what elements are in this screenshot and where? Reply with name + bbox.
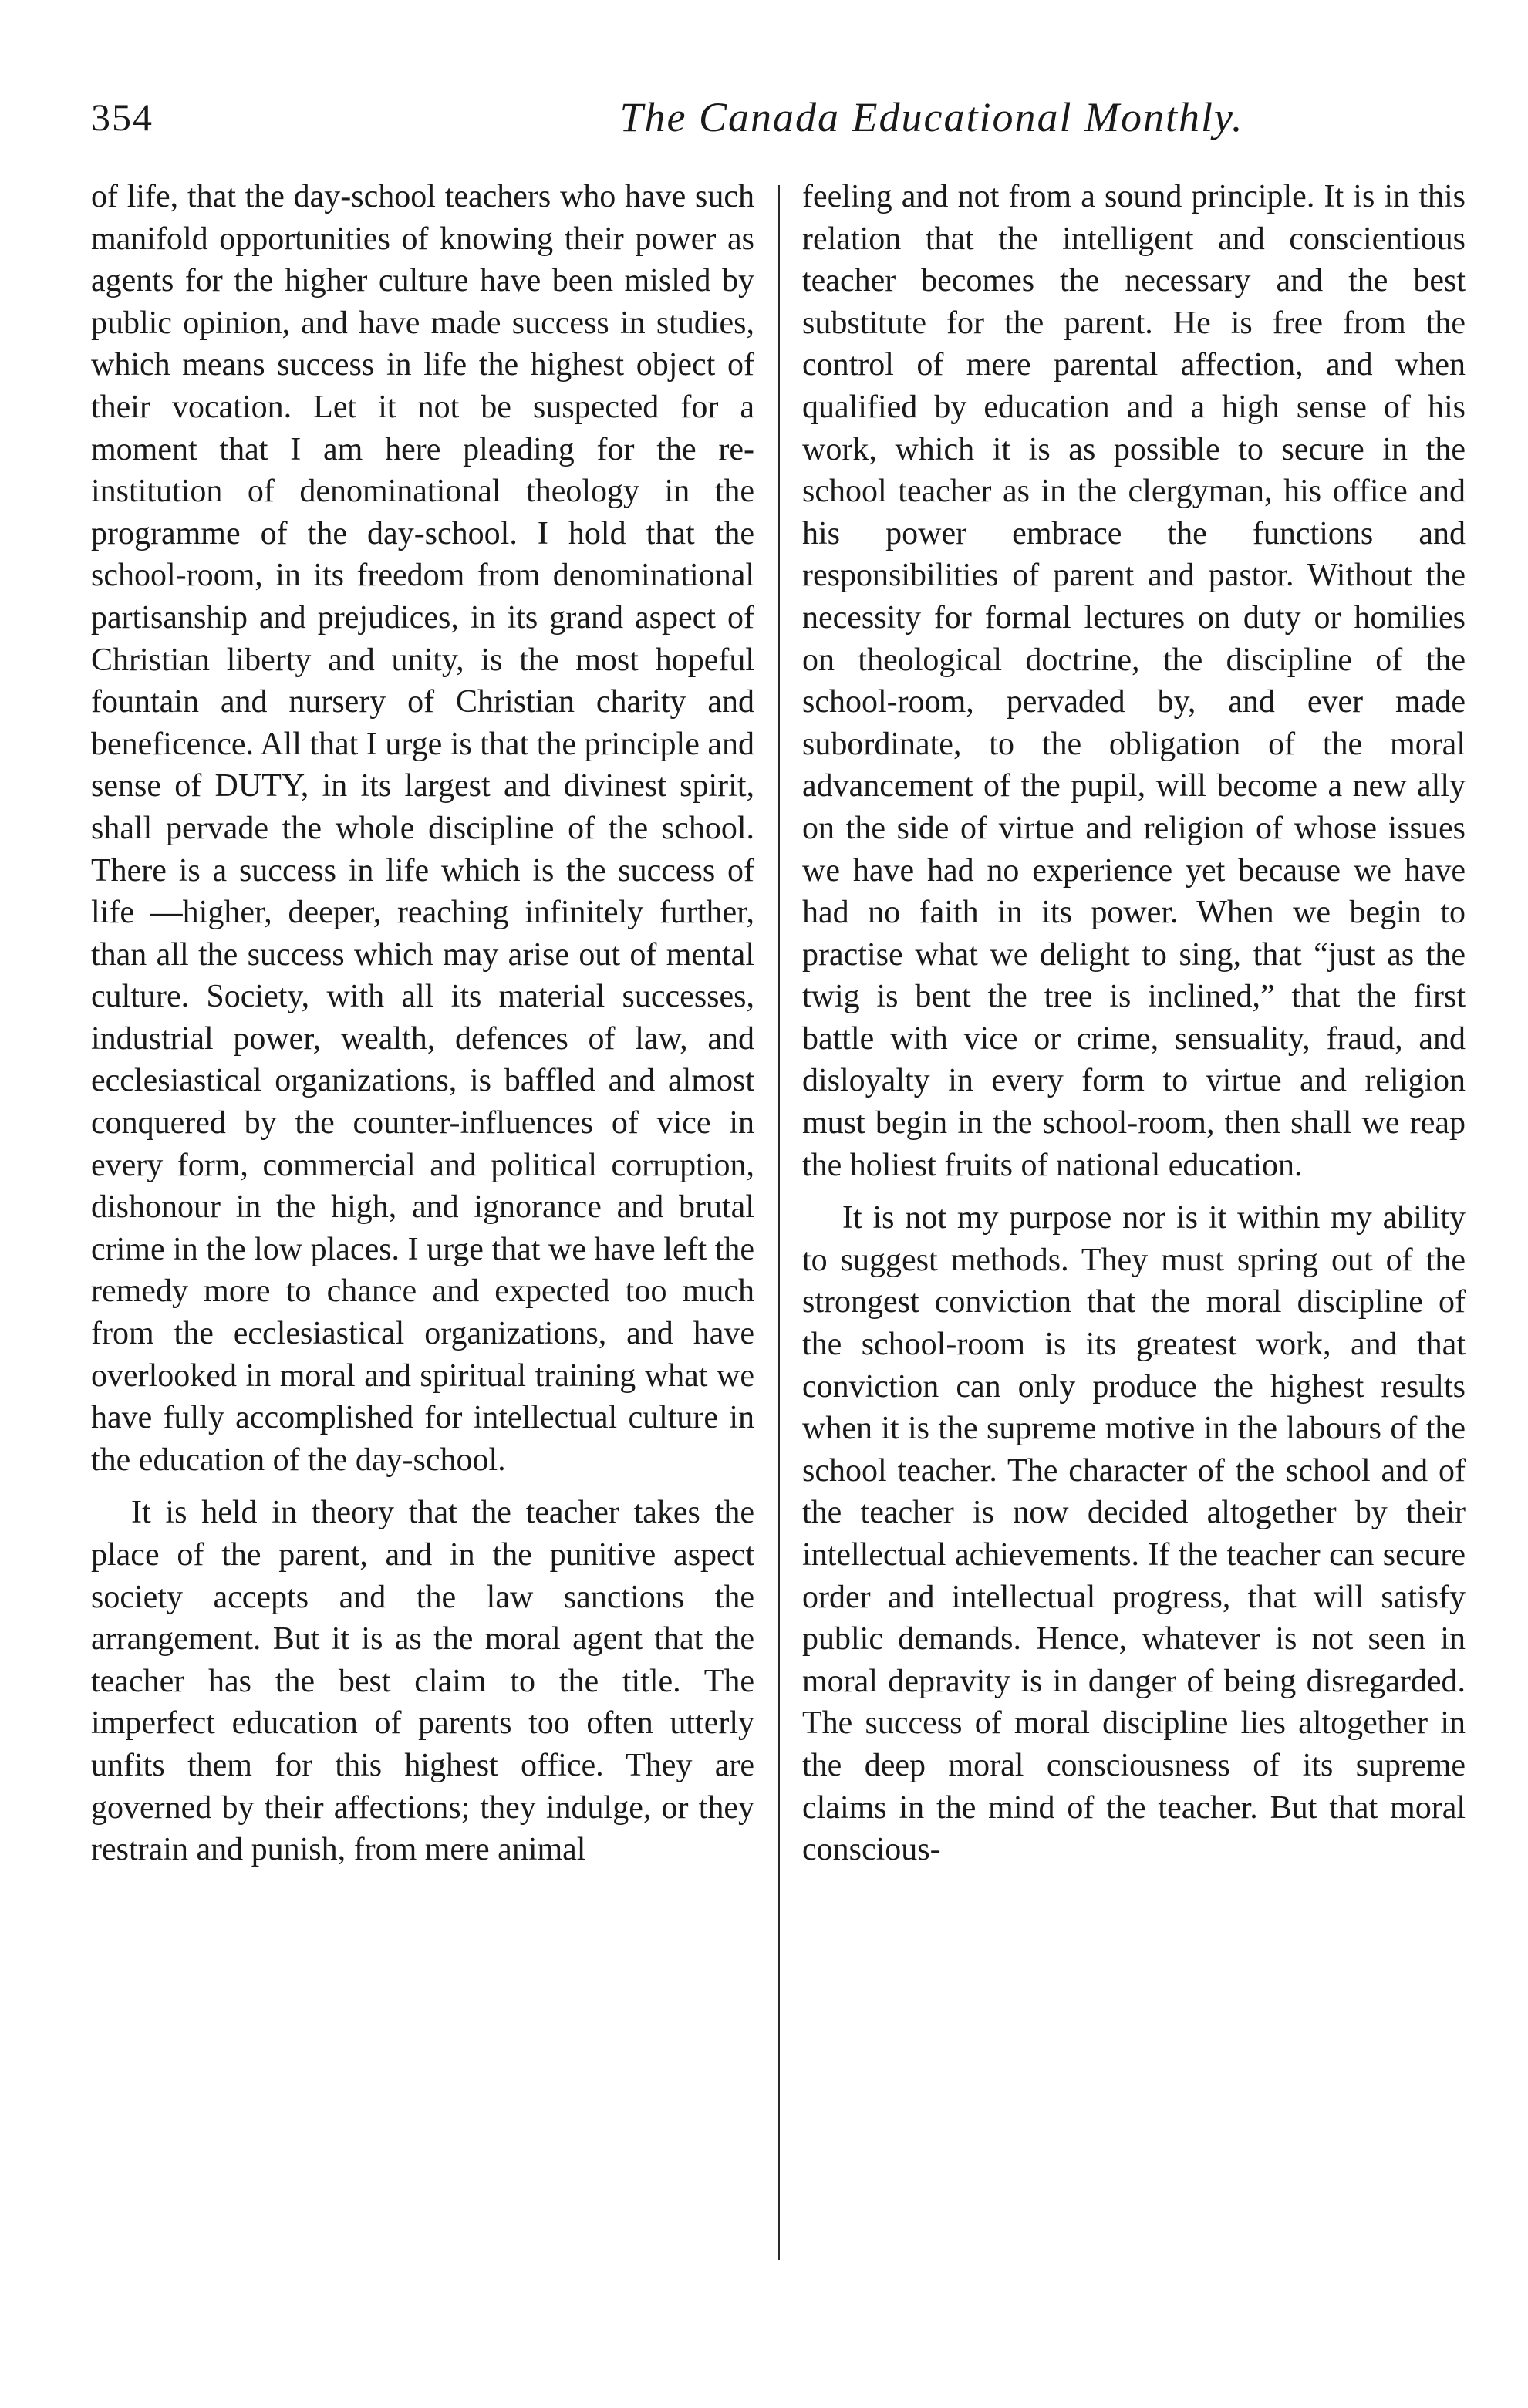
right-paragraph-1: feeling and not from a sound principle. It is in this relation that the intelligent and conscientious teacher becomes the necessary and the best substitute for the parent. He is free from the control of mere parental affection, and when qualified by education and a high sense of his work, which it is as possible to secure in the school teacher as in the clergyman, his office and his power embrace the functions and responsibilities of parent and pastor. Without the necessity for formal lectures on duty or homilies on theological doctrine, the discipline of the school-room, pervaded by, and ever made subordinate, to the obligation of the moral advancement of the pupil, will become a new ally on the side of virtue and religion of whose issues we have had no experience yet because we have had no faith in its power. When we begin to practise what we delight to sing, that “just as the twig is bent the tree is inclined,” that the first battle with vice or crime, sensuality, fraud, and disloyalty in every form to virtue and religion must begin in the school-room, then shall we reap the holiest fruits of national education. [802, 179, 1466, 1183]
left-column [91, 176, 754, 1871]
page-number: 354 [91, 96, 153, 139]
left-paragraph-1: of life, that the day-school teachers who have such manifold opportunities of knowing their power as agents for the higher culture have been misled by public opinion, and have made success in studies, which means success in life the highest object of their vocation. Let it not be suspected for a moment that I am here pleading for the re-institution of denominational theology in the programme of the day-school. I hold that the school-room, in its freedom from denominational partisanship and prejudices, in its grand aspect of Christian liberty and unity, is the most hopeful fountain and nursery of Christian charity and beneficence. All that I urge is that the principle and sense of DUTY, in its largest and divinest spirit, shall pervade the whole discipline of the school. There is a success in life which is the success of life —higher, deeper, reaching infinitely further, than all the success which may arise out of mental culture. Society, with all its material successes, industrial power, wealth, defences of law, and ecclesiastical organizations, is baffled and almost conquered by the counter-influences of vice in every form, commercial and political corruption, dishonour in the high, and ignorance and brutal crime in the low places. I urge that we have left the remedy more to chance and expected too much from the ecclesiastical organizations, and have overlooked in moral and spiritual training what we have fully accomplished for intellectual culture in the education of the day-school. [91, 179, 754, 1478]
column-divider [778, 185, 780, 2260]
running-head [91, 86, 1449, 148]
right-column [802, 176, 1466, 1871]
journal-title: The Canada Educational Monthly. [619, 94, 1244, 140]
right-paragraph-2: It is not my purpose nor is it within my ability to suggest methods. They must spring out of the strongest conviction that the moral discipline of the school-room is its greatest work, and that conviction can only produce the highest results when it is the supreme motive in the labours of the school teacher. The character of the school and of the teacher is now decided altogether by their intellectual achievements. If the teacher can secure order and intellectual progress, that will satisfy public demands. Hence, whatever is not seen in moral depravity is in danger of being disregarded. The success of moral discipline lies altogether in the deep moral consciousness of its supreme claims in the mind of the teacher. But that moral conscious- [802, 1200, 1466, 1868]
left-paragraph-2: It is held in theory that the teacher takes the place of the parent, and in the punitive aspect society accepts and the law sanctions the arrangement. But it is as the moral agent that the teacher has the best claim to the title. The imperfect education of parents too often utterly unfits them for this highest office. They are governed by their affections; they indulge, or they restrain and punish, from mere animal [91, 1495, 754, 1868]
